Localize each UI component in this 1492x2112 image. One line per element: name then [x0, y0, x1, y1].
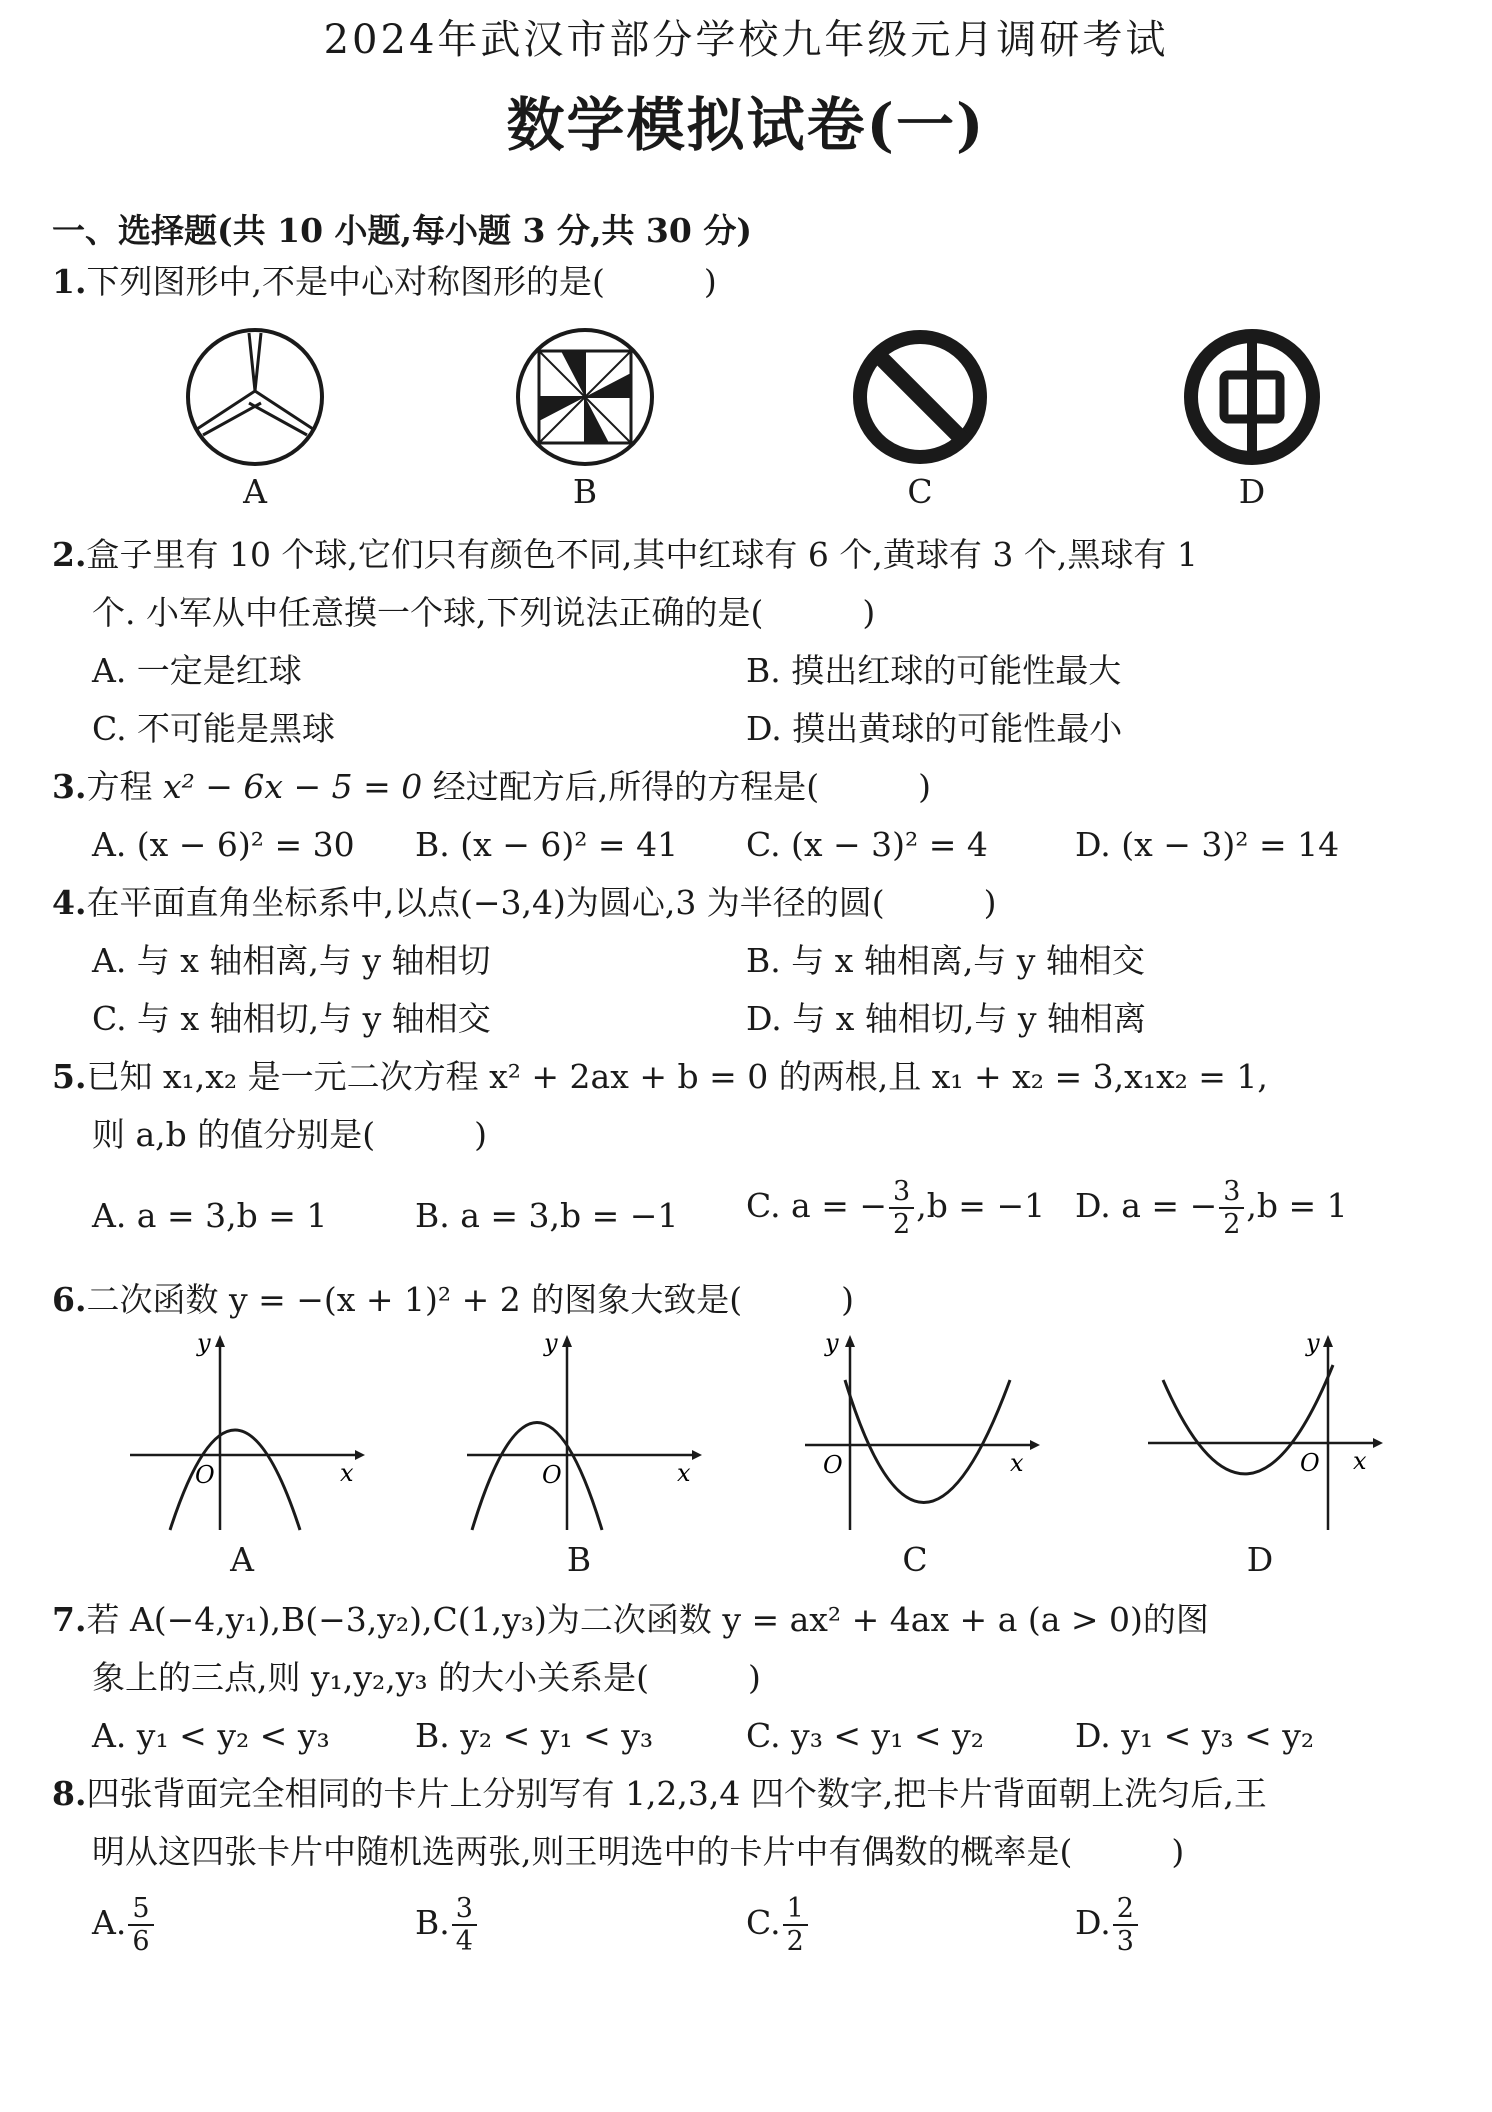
fraction	[783, 1895, 808, 1955]
question-3-stem	[52, 767, 931, 807]
figure-label: A	[243, 472, 267, 511]
question-text: 若 A(−4,y₁),B(−3,y₂),C(1,y₃)为二次函数 y = ax² + 4ax + a (a > 0)的图	[86, 1600, 1209, 1639]
option-letter: C.	[746, 1903, 781, 1942]
option-b: B. y₂ < y₁ < y₃	[415, 1716, 654, 1755]
option-text: D. a = −	[1075, 1186, 1218, 1225]
question-number: 5.	[52, 1057, 87, 1096]
fraction-numerator: 1	[783, 1895, 808, 1926]
option-b	[415, 1895, 479, 1955]
fraction-denominator: 6	[132, 1926, 150, 1957]
question-2-stem	[52, 535, 1198, 575]
option-d: D. (x − 3)² = 14	[1075, 825, 1340, 864]
question-number: 8.	[52, 1774, 87, 1813]
fraction-numerator: 2	[1113, 1895, 1138, 1926]
question-number: 4.	[52, 883, 87, 922]
question-6-stem	[52, 1280, 854, 1320]
figure-label: C	[902, 1540, 928, 1579]
fraction-denominator: 2	[1223, 1209, 1241, 1240]
option-d: D. 与 x 轴相切,与 y 轴相离	[746, 999, 1146, 1038]
question-number: 1.	[52, 262, 87, 301]
prohibition-sign-icon	[848, 325, 992, 469]
fraction-numerator: 5	[128, 1895, 153, 1926]
bank-of-china-logo-icon	[1180, 325, 1324, 469]
figure-label: A	[230, 1540, 254, 1579]
exam-header: 2024年武汉市部分学校九年级元月调研考试	[323, 17, 1169, 63]
axis-label-y: y	[197, 1335, 211, 1357]
fraction	[128, 1895, 153, 1955]
question-text: 方程	[86, 767, 163, 806]
axis-label-y: y	[544, 1335, 558, 1357]
question-text: 二次函数 y = −(x + 1)² + 2 的图象大致是( )	[86, 1280, 854, 1319]
fraction-denominator: 4	[455, 1926, 473, 1957]
option-d	[1075, 1895, 1140, 1955]
option-d	[1075, 1178, 1348, 1238]
graph-option-c	[805, 1335, 1045, 1535]
question-text: 已知 x₁,x₂ 是一元二次方程 x² + 2ax + b = 0 的两根,且 x₁ + x₂ = 3,x₁x₂ = 1,	[86, 1057, 1268, 1096]
option-c	[746, 1178, 1045, 1238]
fraction	[889, 1178, 914, 1238]
question-text: 则 a,b 的值分别是( )	[92, 1115, 488, 1154]
fraction-numerator: 3	[1219, 1178, 1244, 1209]
fraction-numerator: 3	[452, 1895, 477, 1926]
fraction-denominator: 2	[893, 1209, 911, 1240]
option-d: D. 摸出黄球的可能性最小	[746, 709, 1123, 748]
question-text: 明从这四张卡片中随机选两张,则王明选中的卡片中有偶数的概率是( )	[92, 1832, 1185, 1871]
question-number: 2.	[52, 535, 87, 574]
question-number: 7.	[52, 1600, 87, 1639]
figure-label: B	[572, 472, 598, 511]
question-text: 象上的三点,则 y₁,y₂,y₃ 的大小关系是( )	[92, 1658, 761, 1697]
question-5-stem	[52, 1057, 1268, 1097]
section-heading: 一、选择题(共 10 小题,每小题 3 分,共 30 分)	[52, 211, 752, 250]
fraction	[1219, 1178, 1244, 1238]
fraction	[1113, 1895, 1138, 1955]
origin-label: O	[542, 1461, 562, 1489]
graph-option-b	[462, 1335, 702, 1535]
figure-label: D	[1246, 1540, 1274, 1579]
option-letter: B.	[415, 1903, 450, 1942]
option-c: C. 不可能是黑球	[92, 709, 336, 748]
question-text: 下列图形中,不是中心对称图形的是( )	[86, 262, 717, 301]
option-b: B. 与 x 轴相离,与 y 轴相交	[746, 941, 1145, 980]
option-letter: D.	[1075, 1903, 1111, 1942]
origin-label: O	[823, 1451, 843, 1479]
axis-label-x: x	[1010, 1449, 1024, 1477]
figure-label: D	[1238, 472, 1266, 511]
option-c: C. (x − 3)² = 4	[746, 825, 988, 864]
option-a: A. a = 3,b = 1	[92, 1196, 328, 1235]
question-number: 3.	[52, 767, 87, 806]
option-a: A. y₁ < y₂ < y₃	[92, 1716, 330, 1755]
option-b: B. a = 3,b = −1	[415, 1196, 679, 1235]
question-4-stem	[52, 883, 997, 923]
question-text: 四张背面完全相同的卡片上分别写有 1,2,3,4 四个数字,把卡片背面朝上洗匀后,王	[86, 1774, 1267, 1813]
option-text: C. a = −	[746, 1186, 888, 1225]
option-d: D. y₁ < y₃ < y₂	[1075, 1716, 1315, 1755]
axis-label-x: x	[677, 1459, 691, 1487]
origin-label: O	[195, 1461, 215, 1489]
question-text: 经过配方后,所得的方程是( )	[422, 767, 932, 806]
option-a: A. (x − 6)² = 30	[92, 825, 355, 864]
option-a	[92, 1895, 156, 1955]
axis-label-y: y	[1306, 1335, 1320, 1357]
axis-label-x: x	[1353, 1447, 1367, 1475]
paper-title: 数学模拟试卷(一)	[506, 91, 986, 159]
question-number: 6.	[52, 1280, 87, 1319]
equation: x² − 6x − 5 = 0	[162, 767, 423, 806]
option-letter: A.	[92, 1903, 127, 1942]
option-c: C. 与 x 轴相切,与 y 轴相交	[92, 999, 491, 1038]
option-a: A. 一定是红球	[92, 651, 302, 690]
fraction-numerator: 3	[889, 1178, 914, 1209]
option-c: C. y₃ < y₁ < y₂	[746, 1716, 984, 1755]
fraction-denominator: 3	[1116, 1926, 1134, 1957]
question-text: 盒子里有 10 个球,它们只有颜色不同,其中红球有 6 个,黄球有 3 个,黑球有 1	[86, 535, 1198, 574]
figure-label: C	[907, 472, 933, 511]
figure-label: B	[566, 1540, 592, 1579]
graph-option-a	[125, 1335, 365, 1535]
pinwheel-in-circle-icon	[513, 325, 657, 469]
question-text: 在平面直角坐标系中,以点(−3,4)为圆心,3 为半径的圆( )	[86, 883, 997, 922]
axis-label-y: y	[825, 1335, 839, 1357]
question-7-stem	[52, 1600, 1209, 1640]
circle-with-three-spokes-icon	[183, 325, 327, 469]
option-b: B. (x − 6)² = 41	[415, 825, 679, 864]
option-b: B. 摸出红球的可能性最大	[746, 651, 1122, 690]
option-c	[746, 1895, 810, 1955]
question-8-stem	[52, 1774, 1267, 1814]
origin-label: O	[1300, 1449, 1320, 1477]
fraction	[452, 1895, 477, 1955]
option-text: ,b = −1	[916, 1186, 1046, 1225]
graph-option-d	[1148, 1335, 1388, 1535]
question-1-stem	[52, 262, 717, 302]
axis-label-x: x	[340, 1459, 354, 1487]
option-text: ,b = 1	[1246, 1186, 1348, 1225]
option-a: A. 与 x 轴相离,与 y 轴相切	[92, 941, 491, 980]
fraction-denominator: 2	[786, 1926, 804, 1957]
question-text: 个. 小军从中任意摸一个球,下列说法正确的是( )	[92, 593, 876, 632]
